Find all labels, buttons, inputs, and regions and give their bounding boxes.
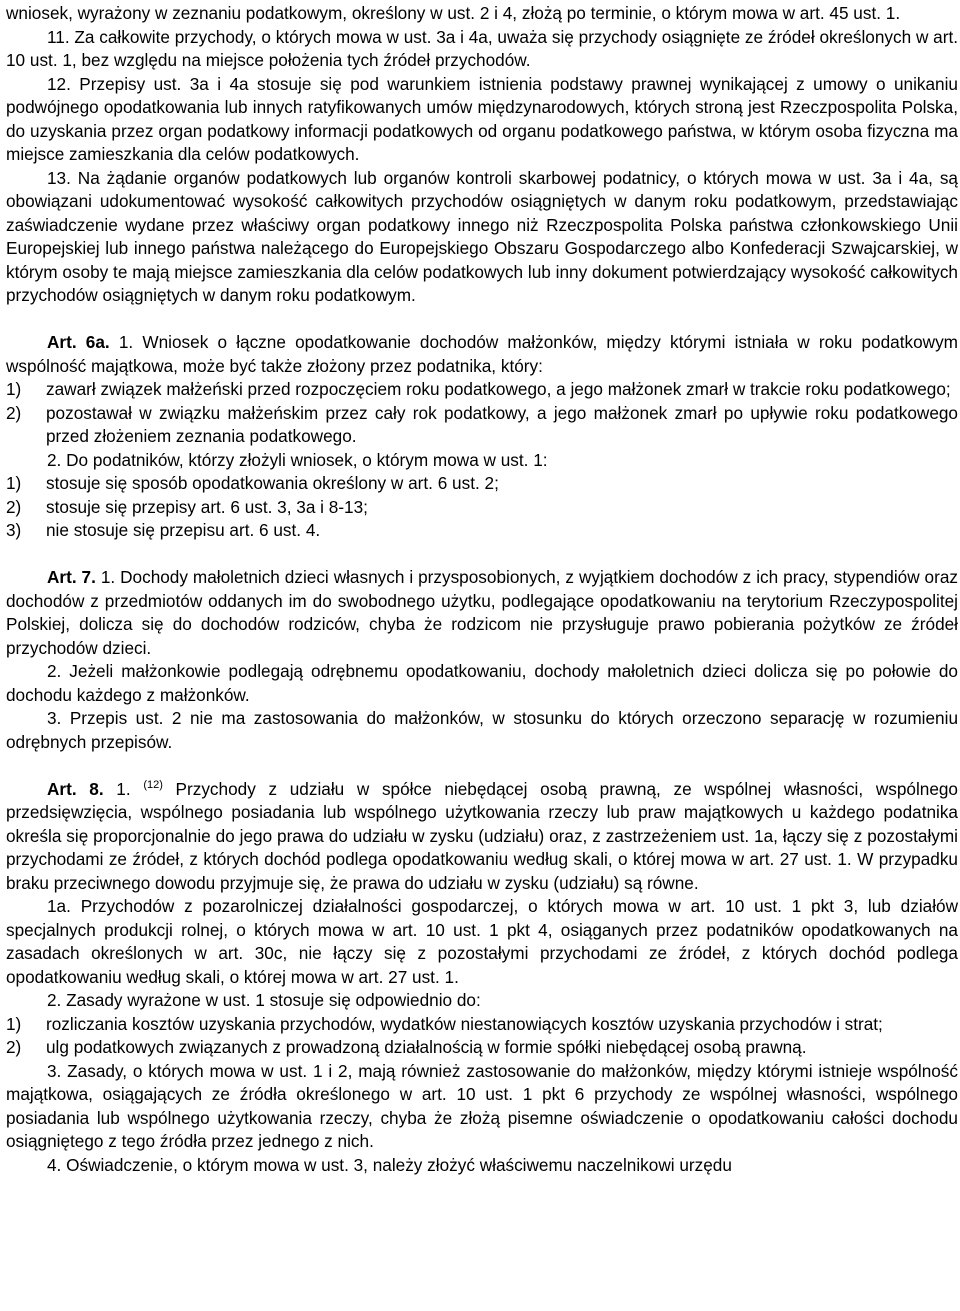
list-number: 3) bbox=[6, 520, 22, 540]
list-text: stosuje się przepisy art. 6 ust. 3, 3a i 8-13; bbox=[46, 496, 368, 517]
list-item bbox=[6, 378, 958, 402]
list-text: rozliczania kosztów uzyskania przychodów, wydatków niestanowiących kosztów uzyskania przychodów i strat; bbox=[46, 1013, 883, 1034]
art8-paragraph-3: 3. Zasady, o których mowa w ust. 1 i 2, mają również zastosowanie do małżonków, między którymi istnieje wspólność majątkowa, osiągających ze źródła określonego w art. 10 ust. 1 pkt 6 przychody ze wspólnej własności, wspólnego posiadania lub wspólnego użytkowania rzeczy, chyba że złożą pisemne oświadczenie o opodatkowaniu całości dochodu osiągniętego z tego źródła przez jednego z nich. bbox=[6, 1060, 958, 1151]
list-text: zawarł związek małżeński przed rozpoczęciem roku podatkowego, a jego małżonek zmarł w trakcie roku podatkowego; bbox=[46, 379, 951, 399]
paragraph-11: 11. Za całkowite przychody, o których mowa w ust. 3a i 4a, uważa się przychody osiągnięte ze źródeł określonych w art. 10 ust. 1, bez względu na miejsce położenia tych źródeł przychodów. bbox=[6, 26, 958, 70]
art6a-paragraph-1 bbox=[6, 331, 958, 378]
list-item bbox=[6, 1013, 958, 1037]
article-title: Art. 7. bbox=[47, 567, 96, 587]
paragraph-13: 13. Na żądanie organów podatkowych lub organów kontroli skarbowej podatnicy, o których mowa w ust. 3a i 4a, są obowiązani udokumentować wysokość całkowitych przychodów osiągniętych w danym roku podatkowym, przedstawiając zaświadczenie wydane przez właściwy organ podatkowy innego niż Rzeczpospolita Polska państwa członkowskiego Unii Europejskiej lub innego państwa należącego do Europejskiego Obszaru Gospodarczego albo Konfederacji Szwajcarskiej, w którym osoby te mają miejsce zamieszkania dla celów podatkowych lub inny dokument potwierdzający wysokość całkowitych przychodów osiągniętych w danym roku podatkowym. bbox=[6, 167, 958, 305]
article-title: Art. 6a. bbox=[47, 332, 110, 352]
list-number: 1) bbox=[6, 473, 22, 493]
list-item bbox=[6, 496, 958, 520]
art8-p1-text: Przychody z udziału w spółce niebędącej osobą prawną, ze wspólnej własności, wspólnego przedsięwzięcia, wspólnego posiadania lub wspólnego użytkowania rzeczy lub praw majątkowych u każdego podatnika określa się proporcjonalnie do jego prawa do udziału w zysku (udziału) oraz, z zastrzeżeniem ust. 1a, łączy się z pozostałymi przychodami ze źródeł, z których dochód podlega opodatkowaniu według skali, o której mowa w art. 27 ust. 1. W przypadku braku przeciwnego dowodu przyjmuje się, że prawa do udziału w zysku (udziału) są równe. bbox=[6, 778, 958, 893]
footnote-reference: (12) bbox=[143, 778, 163, 791]
art6a-p1-text: 1. Wniosek o łączne opodatkowanie dochodów małżonków, między którymi istniała w roku podatkowym wspólność majątkowa, może być także złożony przez podatnika, który: bbox=[6, 332, 958, 376]
paragraph-continuation: wniosek, wyrażony w zeznaniu podatkowym, określony w ust. 2 i 4, złożą po terminie, o którym mowa w art. 45 ust. 1. bbox=[6, 3, 901, 23]
paragraph-12: 12. Przepisy ust. 3a i 4a stosuje się pod warunkiem istnienia podstawy prawnej wynikającej z umowy o unikaniu podwójnego opodatkowania lub innych ratyfikowanych umów międzynarodowych, których stroną jest Rzeczpospolita Polska, do uzyskania przez organ podatkowy informacji podatkowych od organu podatkowego państwa, w którym osoba fizyczna ma miejsce zamieszkania dla celów podatkowych. bbox=[6, 73, 958, 164]
art7-paragraph-3: 3. Przepis ust. 2 nie ma zastosowania do małżonków, w stosunku do których orzeczono separację w rozumieniu odrębnych przepisów. bbox=[6, 708, 958, 752]
spacer bbox=[6, 308, 958, 332]
list-item bbox=[6, 402, 958, 449]
list-number: 2) bbox=[6, 1037, 22, 1057]
spacer bbox=[6, 754, 958, 778]
list-text: ulg podatkowych związanych z prowadzoną działalnością w formie spółki niebędącej osobą prawną. bbox=[46, 1037, 807, 1057]
spacer bbox=[6, 543, 958, 567]
art8-p1-number: 1. bbox=[103, 778, 144, 799]
list-number: 1) bbox=[6, 1013, 22, 1034]
art8-paragraph-2: 2. Zasady wyrażone w ust. 1 stosuje się odpowiednio do: bbox=[47, 990, 481, 1010]
list-item bbox=[6, 519, 958, 543]
art7-paragraph-2: 2. Jeżeli małżonkowie podlegają odrębnemu opodatkowaniu, dochody małoletnich dzieci dolicza się po połowie do dochodu każdego z małżonków. bbox=[6, 661, 958, 705]
art8-paragraph-1a: 1a. Przychodów z pozarolniczej działalności gospodarczej, o których mowa w art. 10 ust. 1 pkt 3, lub działów specjalnych produkcji rolnej, o których mowa w art. 10 ust. 1 pkt 4, osiąganych przez podatników opodatkowanych na zasadach określonych w art. 30c, nie łączy się z pozostałymi przychodami ze źródeł, z których dochód podlega opodatkowaniu według skali, o której mowa w art. 27 ust. 1. bbox=[6, 896, 958, 987]
art7-paragraph-1 bbox=[6, 566, 958, 660]
list-text: pozostawał w związku małżeńskim przez cały rok podatkowy, a jego małżonek zmarł po upływie roku podatkowego przed złożeniem zeznania podatkowego. bbox=[46, 402, 958, 446]
art8-paragraph-1 bbox=[6, 778, 958, 896]
list-number: 2) bbox=[6, 402, 22, 423]
list-number: 1) bbox=[6, 379, 22, 399]
art7-p1-text: 1. Dochody małoletnich dzieci własnych i przysposobionych, z wyjątkiem dochodów z ich pracy, stypendiów oraz dochodów z przedmiotów oddanych im do swobodnego użytku, podlegające opodatkowaniu na terytorium Rzeczypospolitej Polskiej, dolicza się do dochodów rodziców, chyba że rodzicom nie przysługuje prawo pobierania pożytków ze źródeł przychodów dzieci. bbox=[6, 567, 958, 658]
art8-paragraph-4: 4. Oświadczenie, o którym mowa w ust. 3, należy złożyć właściwemu naczelnikowi urzędu bbox=[47, 1154, 732, 1175]
list-item bbox=[6, 472, 958, 496]
document-page bbox=[6, 2, 958, 1177]
list-item bbox=[6, 1036, 958, 1060]
art6a-paragraph-2: 2. Do podatników, którzy złożyli wniosek, o którym mowa w ust. 1: bbox=[47, 449, 548, 470]
article-title: Art. 8. bbox=[47, 778, 104, 799]
list-text: stosuje się sposób opodatkowania określony w art. 6 ust. 2; bbox=[46, 473, 499, 493]
list-text: nie stosuje się przepisu art. 6 ust. 4. bbox=[46, 520, 321, 540]
list-number: 2) bbox=[6, 496, 22, 517]
